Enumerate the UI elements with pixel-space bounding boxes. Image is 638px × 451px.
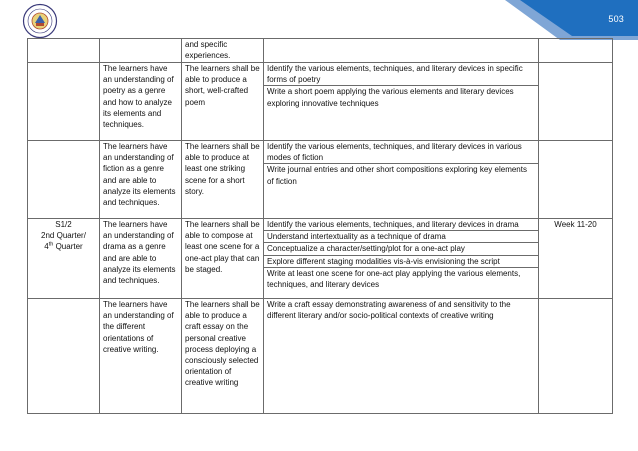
competencies-cell bbox=[264, 299, 539, 414]
competencies-cell bbox=[264, 219, 539, 299]
competency-item: Write a short poem applying the various elements and literary devices exploring innovative techniques bbox=[267, 87, 514, 108]
curriculum-guide-table bbox=[27, 38, 613, 414]
competency-item: Write a craft essay demonstrating awareness of and sensitivity to the different literary and/or socio-political contexts of creative writing bbox=[267, 300, 511, 321]
table-row bbox=[28, 141, 613, 219]
quarter-label-2: 4th Quarter bbox=[44, 241, 83, 252]
table-cell bbox=[264, 39, 539, 63]
competency-item: Write journal entries and other short compositions exploring key elements of fiction bbox=[267, 165, 527, 186]
content-standard-cell: The learners have an understanding of the different orientations of creative writing. bbox=[100, 299, 182, 414]
table-cell bbox=[539, 299, 613, 414]
competency-item: Identify the various elements, techniques, and literary devices in specific forms of poetry bbox=[264, 63, 538, 86]
table-row bbox=[28, 299, 613, 414]
table-cell bbox=[28, 63, 100, 141]
table-cell bbox=[539, 63, 613, 141]
table-row bbox=[28, 39, 613, 63]
quarter-label: 2nd Quarter/ bbox=[41, 231, 86, 241]
grade-quarter-cell bbox=[28, 219, 100, 299]
table-cell bbox=[28, 39, 100, 63]
grade-label: S1/2 bbox=[55, 220, 72, 229]
competencies-cell bbox=[264, 141, 539, 219]
competency-item: Conceptualize a character/setting/plot for a one-act play bbox=[264, 243, 538, 255]
competency-item: Understand intertextuality as a technique of drama bbox=[264, 231, 538, 243]
table-row bbox=[28, 63, 613, 141]
performance-standard-cell: The learners shall be able to produce a short, well-crafted poem bbox=[182, 63, 264, 141]
table-cell bbox=[28, 141, 100, 219]
content-standard-cell: The learners have an understanding of poetry as a genre and how to analyze its elements and techniques. bbox=[100, 63, 182, 141]
competency-item: Identify the various elements, techniques, and literary devices in drama bbox=[264, 219, 538, 231]
performance-standard-cell: The learners shall be able to compose at least one scene for a one-act play that can be staged. bbox=[182, 219, 264, 299]
week-cell: Week 11-20 bbox=[539, 219, 613, 299]
content-standard-cell: The learners have an understanding of drama as a genre and are able to analyze its elements and techniques. bbox=[100, 219, 182, 299]
deped-seal-logo bbox=[22, 3, 58, 39]
page-number: 503 bbox=[608, 14, 624, 24]
competency-item: Write at least one scene for one-act play applying the various elements, techniques, and literary devices bbox=[267, 268, 521, 290]
performance-standard-cell: The learners shall be able to produce a craft essay on the personal creative process deploying a consciously selected orientation of creative writing bbox=[182, 299, 264, 414]
competency-item: Identify the various elements, techniques, and literary devices in various modes of fiction bbox=[264, 141, 538, 164]
table-cell bbox=[100, 39, 182, 63]
performance-standard-cell: The learners shall be able to produce at least one striking scene for a short story. bbox=[182, 141, 264, 219]
table-cell bbox=[539, 39, 613, 63]
content-standard-cell: The learners have an understanding of fiction as a genre and are able to analyze its elements and techniques. bbox=[100, 141, 182, 219]
competency-item: Explore different staging modalities vis-à-vis envisioning the script bbox=[264, 256, 538, 268]
table-cell bbox=[28, 299, 100, 414]
table-row bbox=[28, 219, 613, 299]
table-cell bbox=[539, 141, 613, 219]
competencies-cell bbox=[264, 63, 539, 141]
performance-standard-cell: and specific experiences. bbox=[182, 39, 264, 63]
